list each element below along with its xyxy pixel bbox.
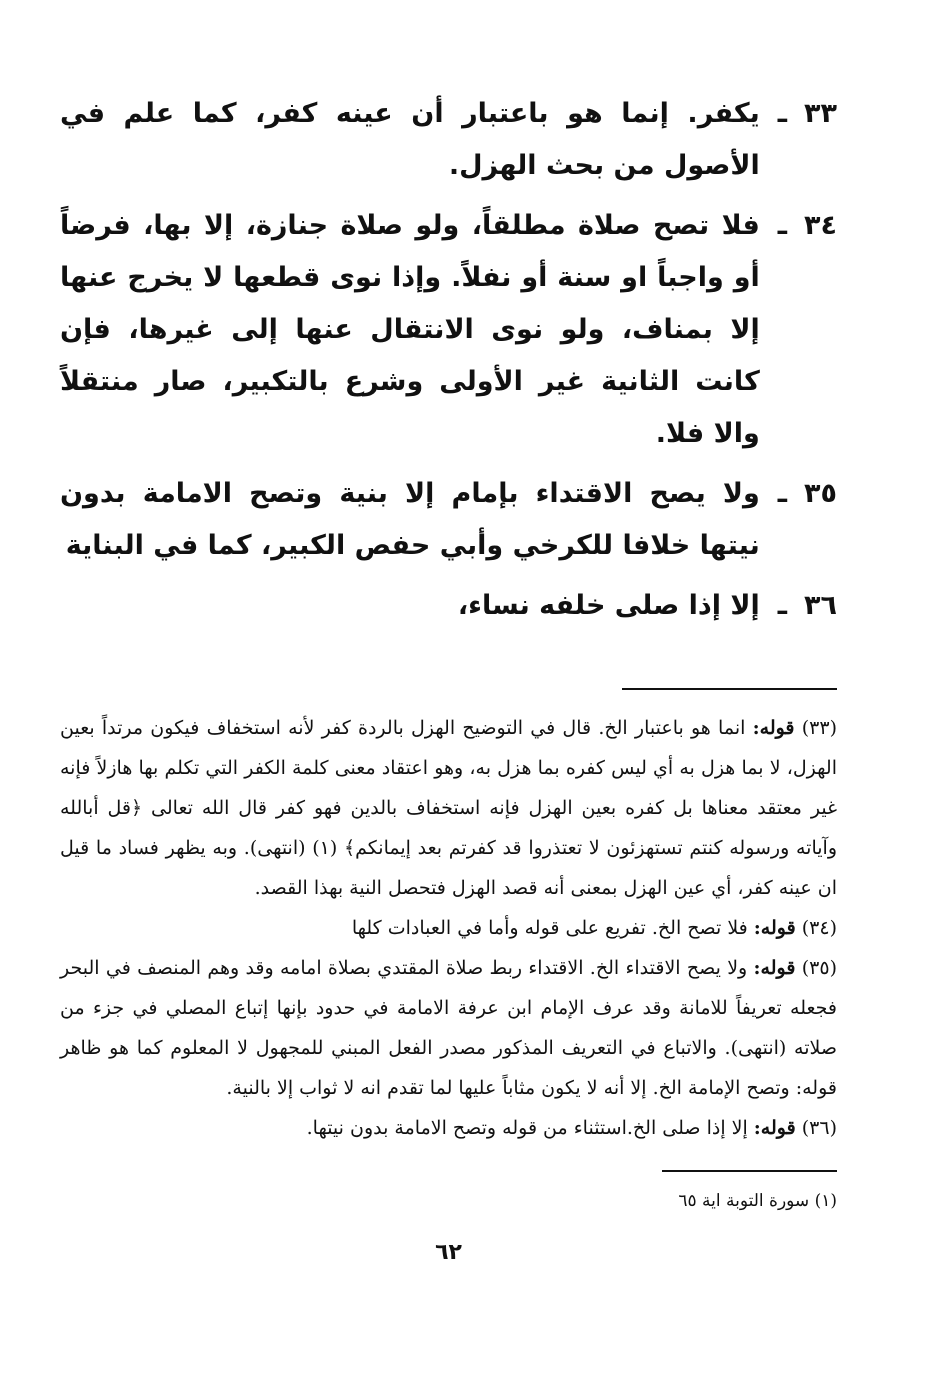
note-number: (٣٦): [801, 1117, 837, 1139]
note-35: [60, 948, 837, 1108]
note-34: [60, 908, 837, 948]
item-dash: ـ: [777, 210, 787, 241]
note-label: قوله:: [753, 1117, 796, 1139]
item-number: ٣٦: [804, 590, 837, 621]
note-label: قوله:: [753, 957, 796, 979]
note-number: (٣٥): [801, 957, 837, 979]
note-label: قوله:: [753, 917, 796, 939]
note-text: ولا يصح الاقتداء الخ. الاقتداء ربط صلاة المقتدي بصلاة امامه وقد وهم المنصف في البحر فجعله تعريفاً للامانة وقد عرف الإمام ابن عرفة الامامة في حدود بإنها إتباع المصلي في جزء من صلاته (انتهى). والاتباع في التعريف المذكور مصدر الفعل المبني للمجهول لا المعلوم كما هو ظاهر قوله: وتصح الإمامة الخ. إلا أنه لا يكون مثاباً عليها لما تقدم انه لا ثواب إلا بالنية.: [60, 957, 837, 1099]
item-number: ٣٥: [804, 478, 837, 509]
item-text: ولا يصح الاقتداء بإمام إلا بنية وتصح الامامة بدون نيتها خلافا للكرخي وأبي حفص الكبير، كما في البناية: [60, 478, 760, 561]
item-number: ٣٤: [804, 210, 837, 241]
item-text: إلا إذا صلى خلفه نساء،: [457, 590, 760, 621]
item-dash: ـ: [777, 98, 787, 129]
item-text: يكفر. إنما هو باعتبار أن عينه كفر، كما علم في الأصول من بحث الهزل.: [60, 98, 760, 181]
item-text: فلا تصح صلاة مطلقاً، ولو صلاة جنازة، إلا بها، فرضاً أو واجباً او سنة أو نفلاً. وإذا نوى قطعها لا يخرج عنها إلا بمناف، ولو نوى الانتقال عنها إلى غيرها، فإن كانت الثانية غير الأولى وشرع بالتكبير، صار منتقلاً والا فلا.: [60, 210, 760, 449]
main-item-33: [60, 88, 837, 192]
item-number: ٣٣: [804, 98, 837, 129]
note-33: [60, 708, 837, 908]
item-dash: ـ: [777, 590, 787, 621]
main-item-36: [60, 580, 837, 632]
note-number: (٣٣): [801, 717, 838, 739]
page-number: ٦٢: [435, 1240, 462, 1265]
note-text: إلا إذا صلى الخ.استثناء من قوله وتصح الامامة بدون نيتها.: [306, 1117, 748, 1139]
note-label: قوله:: [752, 717, 795, 739]
main-item-34: [60, 200, 837, 460]
footnote: (١) سورة التوبة اية ٦٥: [678, 1191, 837, 1211]
note-number: (٣٤): [801, 917, 837, 939]
footnote-divider: [662, 1170, 837, 1172]
main-item-35: [60, 468, 837, 572]
notes-divider: [622, 688, 837, 690]
item-dash: ـ: [777, 478, 787, 509]
note-text: انما هو باعتبار الخ. قال في التوضيح الهزل بالردة كفر لأنه استخفاف فيكون مرتداً بعين الهزل، لا بما هزل به أي ليس كفره بما هزل به، وهو اعتقاد معنى كلمة الكفر التي تكلم بها هازلاً فإنه غير معتقد معناها بل كفره بعين الهزل فإنه استخفاف بالدين فهو كفر قال الله تعالى ﴿قل أبالله وآياته ورسوله كنتم تستهزئون لا تعتذروا قد كفرتم بعد إيمانكم﴾ (١) (انتهى). وبه يظهر فساد ما قيل ان عينه كفر، أي عين الهزل بمعنى أنه قصد الهزل فتحصل النية بهذا القصد.: [60, 717, 837, 899]
page-content: [60, 88, 837, 1265]
note-36: [60, 1108, 837, 1148]
note-text: فلا تصح الخ. تفريع على قوله وأما في العبادات كلها: [351, 917, 748, 939]
